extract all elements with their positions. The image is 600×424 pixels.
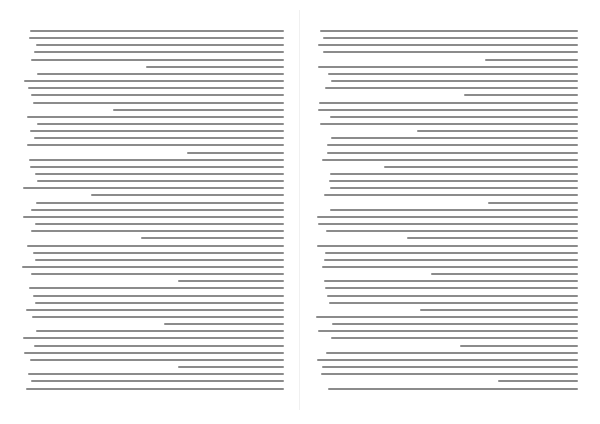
text-line [30, 359, 284, 361]
text-line [319, 102, 578, 104]
text-line [326, 352, 578, 354]
text-line [431, 273, 578, 275]
text-line [27, 245, 284, 247]
text-line [31, 230, 284, 232]
text-line [35, 259, 284, 261]
text-line [178, 280, 284, 282]
text-line [26, 309, 284, 311]
text-line [317, 359, 578, 361]
text-line [317, 216, 578, 218]
text-line [23, 216, 284, 218]
text-line [33, 252, 284, 254]
text-line [323, 37, 578, 39]
text-line [327, 144, 578, 146]
text-line [28, 87, 284, 89]
text-line [23, 187, 284, 189]
text-line [318, 44, 578, 46]
text-line [384, 166, 578, 168]
text-line [326, 230, 578, 232]
right-page [300, 0, 600, 424]
text-line [36, 202, 284, 204]
text-line [36, 330, 284, 332]
right-page-text [316, 30, 578, 391]
text-line [22, 266, 284, 268]
text-line [329, 302, 578, 304]
text-line [322, 266, 578, 268]
text-line [30, 30, 284, 32]
text-line [330, 173, 578, 175]
text-line [328, 388, 578, 390]
text-line [316, 316, 578, 318]
text-line [27, 144, 284, 146]
text-line [320, 30, 578, 32]
text-line [460, 345, 578, 347]
text-line [31, 59, 284, 61]
text-line [322, 159, 578, 161]
text-line [330, 187, 578, 189]
text-line [146, 66, 284, 68]
text-line [332, 323, 578, 325]
text-line [328, 73, 578, 75]
text-line [33, 295, 284, 297]
text-line [26, 388, 284, 390]
text-line [34, 137, 284, 139]
text-line [35, 173, 284, 175]
text-line [164, 323, 284, 325]
text-line [37, 73, 285, 75]
text-line [187, 152, 284, 154]
text-line [322, 366, 578, 368]
text-line [324, 280, 578, 282]
text-line [31, 209, 284, 211]
text-line [34, 345, 284, 347]
text-line [318, 330, 578, 332]
text-line [91, 194, 284, 196]
text-line [417, 130, 578, 132]
left-page-text [22, 30, 284, 391]
text-line [464, 94, 578, 96]
text-line [323, 51, 578, 53]
text-line [35, 223, 284, 225]
text-line [29, 37, 284, 39]
text-line [24, 80, 284, 82]
text-line [23, 337, 284, 339]
text-line [325, 252, 578, 254]
text-line [330, 209, 578, 211]
text-line [31, 380, 284, 382]
text-line [331, 80, 578, 82]
text-line [407, 237, 578, 239]
text-line [329, 180, 578, 182]
text-line [28, 373, 284, 375]
text-line [113, 109, 284, 111]
text-line [321, 373, 578, 375]
text-line [485, 59, 578, 61]
text-line [331, 137, 578, 139]
text-line [327, 295, 578, 297]
text-line [36, 44, 284, 46]
text-line [317, 245, 578, 247]
text-line [325, 287, 578, 289]
text-line [331, 337, 578, 339]
text-line [31, 94, 284, 96]
text-line [324, 259, 578, 261]
text-line [37, 123, 284, 125]
text-line [29, 287, 284, 289]
text-line [27, 116, 284, 118]
text-line [320, 123, 578, 125]
text-line [33, 102, 284, 104]
text-line [30, 166, 284, 168]
text-line [318, 66, 578, 68]
text-line [34, 51, 284, 53]
text-line [35, 302, 284, 304]
text-line [141, 237, 284, 239]
text-line [24, 352, 284, 354]
text-line [330, 116, 578, 118]
text-line [498, 380, 578, 382]
text-line [324, 194, 578, 196]
text-line [178, 366, 284, 368]
text-line [325, 87, 578, 89]
text-line [31, 273, 284, 275]
text-line [37, 180, 284, 182]
text-line [29, 159, 284, 161]
text-line [420, 309, 578, 311]
text-line [30, 130, 284, 132]
text-line [318, 223, 578, 225]
text-line [318, 109, 578, 111]
text-line [488, 202, 578, 204]
text-line [32, 316, 284, 318]
text-line [327, 152, 578, 154]
